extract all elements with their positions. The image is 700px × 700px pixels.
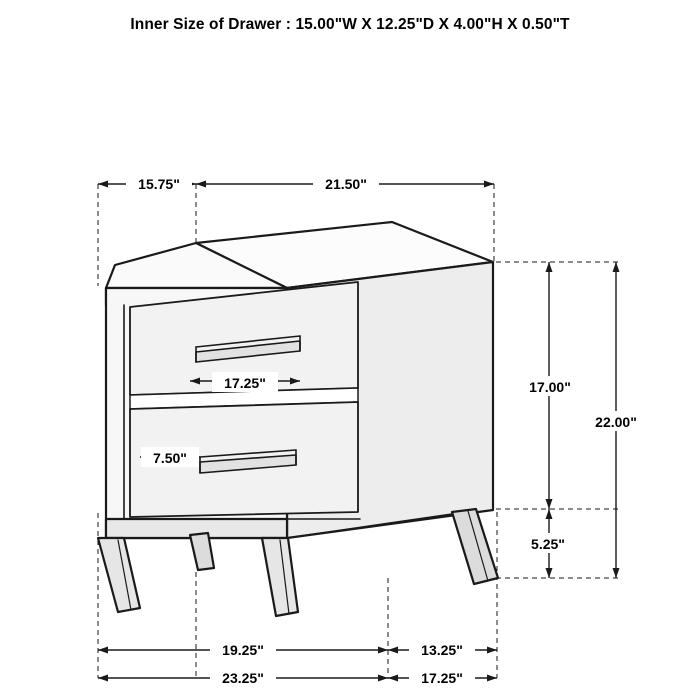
label-drawer-bottom-height: 7.50" xyxy=(153,450,187,466)
label-total-height: 22.00" xyxy=(595,414,637,430)
page-title: Inner Size of Drawer : 15.00"W X 12.25"D X 4.00"H X 0.50"T xyxy=(130,16,570,33)
label-side-base-depth: 13.25" xyxy=(421,642,463,658)
nightstand-illustration xyxy=(98,222,498,616)
leg-front-right xyxy=(262,538,298,616)
leg-rear-right xyxy=(452,509,498,584)
leg-front-left xyxy=(98,538,140,612)
label-top-left-depth: 15.75" xyxy=(138,176,180,192)
label-cabinet-height: 17.00" xyxy=(529,379,571,395)
label-top-front-width: 21.50" xyxy=(325,176,367,192)
label-overall-depth: 17.25" xyxy=(421,670,463,686)
label-overall-width: 23.25" xyxy=(222,670,264,686)
label-drawer-top-width: 17.25" xyxy=(224,375,266,391)
label-front-base-width: 19.25" xyxy=(222,642,264,658)
label-leg-height: 5.25" xyxy=(531,536,565,552)
